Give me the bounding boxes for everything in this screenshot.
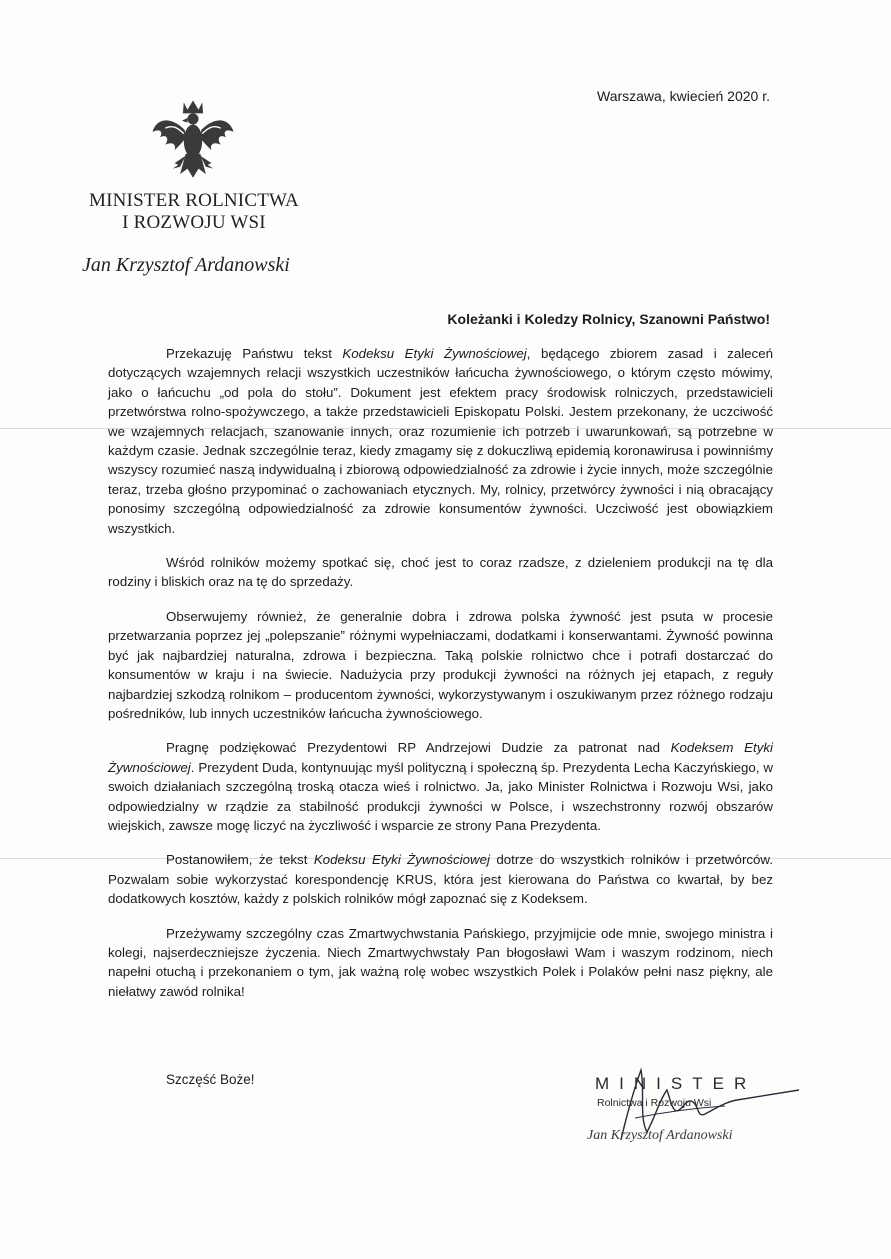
paragraph bbox=[108, 738, 773, 835]
minister-name: Jan Krzysztof Ardanowski bbox=[82, 254, 290, 276]
document-title: Kodeksu Etyki Żywnościowej bbox=[313, 852, 490, 868]
letter-salutation: Koleżanki i Koledzy Rolnicy, Szanowni Państwo! bbox=[447, 311, 770, 327]
paragraph: Przeżywamy szczególny czas Zmartwychwstania Pańskiego, przyjmijcie ode mnie, swojego ministra i kolegi, najserdeczniejsze życzenia. Niech Zmartwychwstały Pan błogosławi Wam i waszym rodzinom, niech napełni otuchą i przekonaniem o tym, jak ważną rolę wobec wszystkich Polek i Polaków pełni nasz piękny, ale niełatwy zawód rolnika! bbox=[108, 925, 773, 999]
paragraph bbox=[108, 850, 773, 908]
letter-body bbox=[108, 344, 773, 1016]
ministry-header bbox=[72, 190, 316, 234]
paragraph-text: , będącego zbiorem zasad i zaleceń dotyczących wzajemnych relacji wszystkich uczestników łańcucha żywnościowego, o którym często mówimy, jako o łańcuchu „od pola do stołu”. Dokument jest efektem pracy środowisk rolniczych, przedstawicieli przetwórstwa rolno-spożywczego, a także przedstawicieli Episkopatu Polski. Jestem przekonany, że uczciwość we wzajemnych relacjach, szanowanie innych, oraz rozumienie ich potrzeb i uwarunkowań, są potrzebne w każdym czasie. Jednak szczególnie teraz, kiedy zmagamy się z dokuczliwą epidemią koronawirusa i powinniśmy wszyscy rozumieć naszą indywidualną i zbiorową odpowiedzialność za zdrowie i życie innych, może szczególnie teraz, trzeba głośno przypominać o zachowaniach etycznych. My, rolnicy, przetwórcy żywności i nią obracający ponosimy szczególną odpowiedzialność za zdrowie konsumentów żywności. Uczciwość jest obowiązkiem wszystkich. bbox=[108, 346, 773, 536]
letter-date: Warszawa, kwiecień 2020 r. bbox=[597, 88, 770, 104]
stamp-name: Jan Krzysztof Ardanowski bbox=[587, 1128, 733, 1143]
document-title: Kodeksem Etyki Żywnościowej bbox=[108, 740, 773, 775]
document-title: Kodeksu Etyki Żywnościowej bbox=[342, 346, 527, 361]
paragraph: Wśród rolników możemy spotkać się, choć jest to coraz rzadsze, z dzieleniem produkcji na tę dla rodziny i bliskich oraz na tę do sprzedaży. bbox=[108, 555, 773, 590]
polish-eagle-emblem-icon bbox=[147, 95, 239, 187]
signature-stamp bbox=[575, 1062, 805, 1152]
paragraph-text: dotrze do wszystkich rolników i przetwórców. Pozwalam sobie wykorzystać korespondencję KRUS, która jest kierowana do Państwa co kwartał, by bez dodatkowych kosztów, każdy z polskich rolników mógł zapoznać się z Kodeksem. bbox=[108, 852, 773, 907]
paragraph-text: Przekazuję Państwu tekst bbox=[166, 346, 343, 361]
paragraph-text: Pragnę podziękować Prezydentowi RP Andrzejowi Dudzie za patronat nad bbox=[166, 740, 671, 756]
ministry-line: I ROZWOJU WSI bbox=[122, 212, 266, 233]
ministry-line: MINISTER ROLNICTWA bbox=[89, 190, 299, 211]
paragraph bbox=[108, 344, 773, 538]
handwritten-signature-icon bbox=[575, 1062, 805, 1152]
paragraph-text: . Prezydent Duda, kontynuując myśl polityczną i społeczną śp. Prezydenta Lecha Kaczyńskiego, w swoich działaniach szczególną troską otacza wieś i rolnictwo. Ja, jako Minister Rolnictwa i Rozwoju Wsi, jako odpowiedzialny w rządzie za stabilność produkcji żywności w Polsce, i wszechstronny rozwój obszarów wiejskich, zawsze mogę liczyć na życzliwość i wsparcie ze strony Pana Prezydenta. bbox=[108, 759, 773, 833]
stamp-title: MINISTER bbox=[595, 1074, 757, 1093]
stamp-subtitle: Rolnictwa i Rozwoju Wsi bbox=[597, 1097, 712, 1109]
paragraph: Obserwujemy również, że generalnie dobra i zdrowa polska żywność jest psuta w procesie przetwarzania poprzez jej „polepszanie” różnymi wypełniaczami, dodatkami i konserwantami. Żywność powinna być jak najbardziej naturalna, zdrowa i bezpieczna. Taką polskie rolnictwo chce i potrafi dostarczać do konsumentów w kraju i na świecie. Nadużycia przy produkcji żywności na różnych jej etapach, z reguły najbardziej szkodzą rolnikom – producentom żywności, wykorzystywanym i oszukiwanym przez różnego rodzaju pośredników, lub innych uczestników łańcucha żywnościowego. bbox=[108, 608, 773, 721]
paragraph-text: Postanowiłem, że tekst bbox=[166, 852, 314, 868]
letter-closing: Szczęść Boże! bbox=[166, 1072, 255, 1087]
